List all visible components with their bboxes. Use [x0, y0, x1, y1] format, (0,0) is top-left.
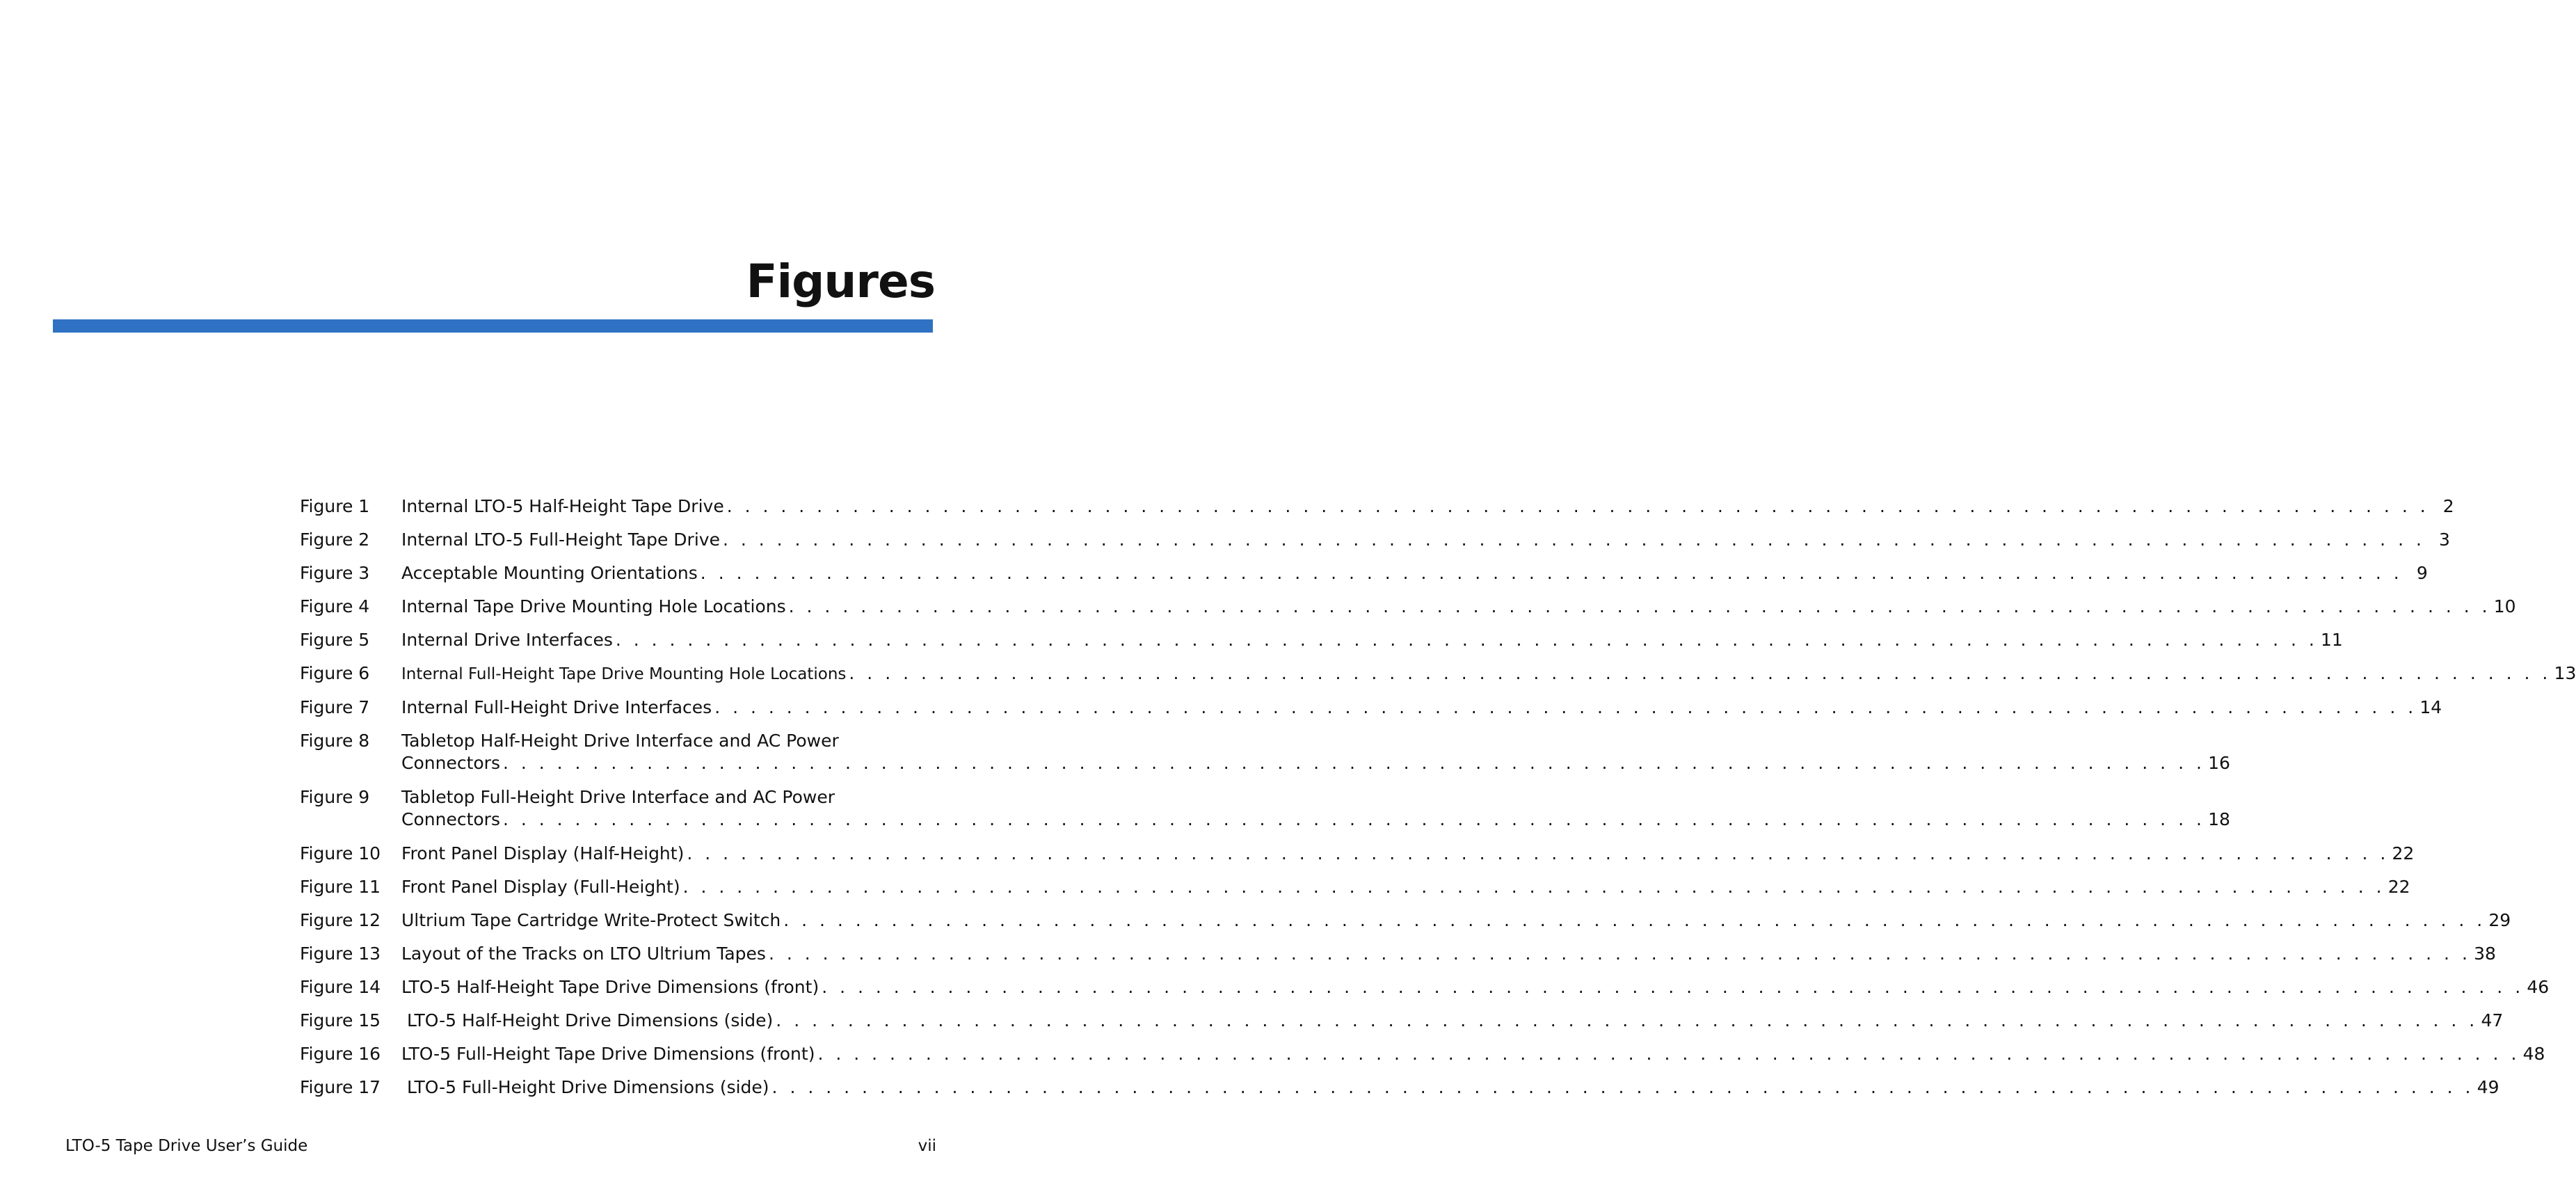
figure-title-line-2[interactable]: Connectors [401, 809, 500, 829]
page-number[interactable]: 16 [2208, 753, 2230, 773]
toc-entry-figure-15[interactable] [300, 1010, 2504, 1032]
page-number[interactable]: 22 [2392, 843, 2415, 863]
figure-title-line-1[interactable]: Tabletop Half-Height Drive Interface and AC Power [401, 731, 839, 751]
page-number[interactable]: 18 [2208, 809, 2230, 829]
title-rule-bar [53, 319, 933, 333]
figure-title[interactable]: LTO-5 Half-Height Tape Drive Dimensions (front) [401, 977, 819, 997]
toc-entry-figure-7[interactable] [300, 696, 2442, 719]
figure-line [401, 809, 2230, 831]
figure-title[interactable]: Front Panel Display (Half-Height) [401, 843, 685, 863]
toc-entry-figure-10[interactable] [300, 843, 2415, 865]
figure-body [401, 730, 2230, 774]
title-rule [53, 319, 933, 333]
figure-line [401, 596, 2516, 618]
figure-title[interactable]: Acceptable Mounting Orientations [401, 563, 698, 583]
figure-label: Figure 16 [300, 1044, 381, 1064]
figure-label: Figure 2 [300, 530, 370, 550]
figure-body [401, 943, 2496, 965]
toc-entry-figure-5[interactable] [300, 629, 2343, 651]
dot-leader [849, 662, 2551, 685]
figure-title[interactable]: Ultrium Tape Cartridge Write-Protect Switch [401, 910, 781, 930]
figure-body [401, 562, 2428, 584]
figure-label: Figure 4 [300, 596, 370, 616]
figure-line [401, 495, 2454, 518]
figure-label: Figure 12 [300, 910, 381, 930]
figure-line [401, 843, 2414, 865]
page-number[interactable]: 29 [2488, 910, 2511, 930]
figure-body [401, 909, 2511, 932]
figure-body [401, 629, 2343, 651]
page-number[interactable]: 38 [2474, 944, 2496, 964]
dot-leader [776, 1010, 2478, 1032]
page-number[interactable]: 2 [2442, 496, 2454, 516]
figure-title[interactable]: LTO-5 Half-Height Drive Dimensions (side) [407, 1010, 774, 1030]
figure-title[interactable]: LTO-5 Full-Height Tape Drive Dimensions (front) [401, 1044, 815, 1064]
toc-entry-figure-4[interactable] [300, 596, 2516, 618]
page-number[interactable]: 22 [2387, 877, 2410, 897]
figure-label: Figure 14 [300, 977, 381, 997]
figure-title[interactable]: Internal Full-Height Drive Interfaces [401, 697, 712, 717]
dot-leader [701, 562, 2403, 584]
figure-title[interactable]: Internal LTO-5 Full-Height Tape Drive [401, 530, 720, 550]
toc-entry-figure-17[interactable] [300, 1076, 2499, 1099]
figure-line [401, 976, 2549, 998]
figure-line [401, 1076, 2499, 1099]
figure-line [401, 696, 2442, 719]
figure-line [401, 752, 2230, 774]
figure-line [401, 943, 2496, 965]
figure-label: Figure 17 [300, 1077, 381, 1097]
figure-title[interactable]: Front Panel Display (Full-Height) [401, 877, 680, 897]
figure-line [401, 1043, 2545, 1065]
toc-entry-figure-14[interactable] [300, 976, 2550, 998]
figure-line [401, 909, 2511, 932]
toc-entry-figure-3[interactable] [300, 562, 2428, 584]
figure-title[interactable]: Internal Drive Interfaces [401, 630, 613, 650]
figure-title[interactable]: LTO-5 Full-Height Drive Dimensions (side) [407, 1077, 769, 1097]
figure-body [401, 1010, 2503, 1032]
figures-list [300, 495, 2576, 1110]
figure-body [401, 662, 2576, 685]
figure-line [401, 562, 2428, 584]
figure-title[interactable]: Internal LTO-5 Half-Height Tape Drive [401, 496, 724, 516]
dot-leader [789, 596, 2491, 618]
toc-entry-figure-9[interactable] [300, 786, 2230, 831]
figure-label: Figure 7 [300, 697, 370, 717]
figure-line [401, 876, 2410, 898]
dot-leader [772, 1076, 2474, 1099]
figure-line [401, 629, 2343, 651]
figure-body [401, 876, 2410, 898]
toc-entry-figure-12[interactable] [300, 909, 2511, 932]
dot-leader [727, 495, 2429, 518]
toc-entry-figure-1[interactable] [300, 495, 2454, 518]
page-number[interactable]: 47 [2481, 1010, 2504, 1030]
footer-guide-title: LTO-5 Tape Drive User’s Guide [65, 1137, 308, 1155]
toc-entry-figure-11[interactable] [300, 876, 2410, 898]
dot-leader [714, 696, 2417, 719]
figure-title[interactable]: Layout of the Tracks on LTO Ultrium Tapes [401, 944, 766, 964]
page-number[interactable]: 9 [2416, 563, 2428, 583]
figure-title-line-1[interactable]: Tabletop Full-Height Drive Interface and AC Power [401, 787, 835, 807]
toc-entry-figure-8[interactable] [300, 730, 2230, 774]
toc-entry-figure-13[interactable] [300, 943, 2496, 965]
figure-label: Figure 8 [300, 731, 370, 751]
page-number[interactable]: 14 [2419, 697, 2442, 717]
dot-leader [683, 876, 2385, 898]
figure-body [401, 596, 2516, 618]
figure-body [401, 696, 2442, 719]
dot-leader [616, 629, 2318, 651]
dot-leader [723, 529, 2425, 551]
figure-body [401, 1076, 2499, 1099]
figure-body [401, 786, 2230, 831]
figure-line [401, 730, 2230, 752]
figure-line [401, 529, 2450, 551]
figure-label: Figure 11 [300, 877, 381, 897]
toc-entry-figure-16[interactable] [300, 1043, 2545, 1065]
figure-title[interactable]: Internal Tape Drive Mounting Hole Locations [401, 596, 786, 616]
toc-entry-figure-6[interactable] [300, 662, 2576, 685]
figure-label: Figure 13 [300, 944, 381, 964]
toc-entry-figure-2[interactable] [300, 529, 2450, 551]
figure-label: Figure 15 [300, 1010, 381, 1030]
figure-line [401, 786, 2230, 809]
footer-page-number: vii [918, 1137, 936, 1155]
figure-line [401, 662, 2576, 685]
figure-label: Figure 5 [300, 630, 370, 650]
figure-label: Figure 10 [300, 843, 381, 863]
page-number[interactable]: 11 [2321, 630, 2343, 650]
dot-leader [503, 809, 2205, 831]
figure-line [401, 1010, 2503, 1032]
figure-title[interactable]: Internal Full-Height Tape Drive Mounting Hole Locations [401, 665, 847, 683]
dot-leader [783, 909, 2486, 932]
dot-leader [687, 843, 2389, 865]
figure-body [401, 1043, 2545, 1065]
figure-title-line-2[interactable]: Connectors [401, 753, 500, 773]
page-title: Figures [746, 255, 935, 308]
figure-body [401, 495, 2454, 518]
page-number[interactable]: 3 [2439, 530, 2450, 550]
page-number[interactable]: 10 [2493, 596, 2516, 616]
dot-leader [769, 943, 2471, 965]
figure-label: Figure 6 [300, 663, 370, 683]
page-number[interactable]: 13 [2554, 663, 2576, 683]
dot-leader [817, 1043, 2520, 1065]
figure-body [401, 976, 2549, 998]
figure-body [401, 529, 2450, 551]
dot-leader [822, 976, 2524, 998]
page-number[interactable]: 48 [2522, 1044, 2545, 1064]
page-number[interactable]: 49 [2477, 1077, 2499, 1097]
figure-body [401, 843, 2414, 865]
figure-label: Figure 9 [300, 787, 370, 807]
dot-leader [503, 752, 2205, 774]
page-number[interactable]: 46 [2527, 977, 2550, 997]
figure-label: Figure 1 [300, 496, 370, 516]
figure-label: Figure 3 [300, 563, 370, 583]
